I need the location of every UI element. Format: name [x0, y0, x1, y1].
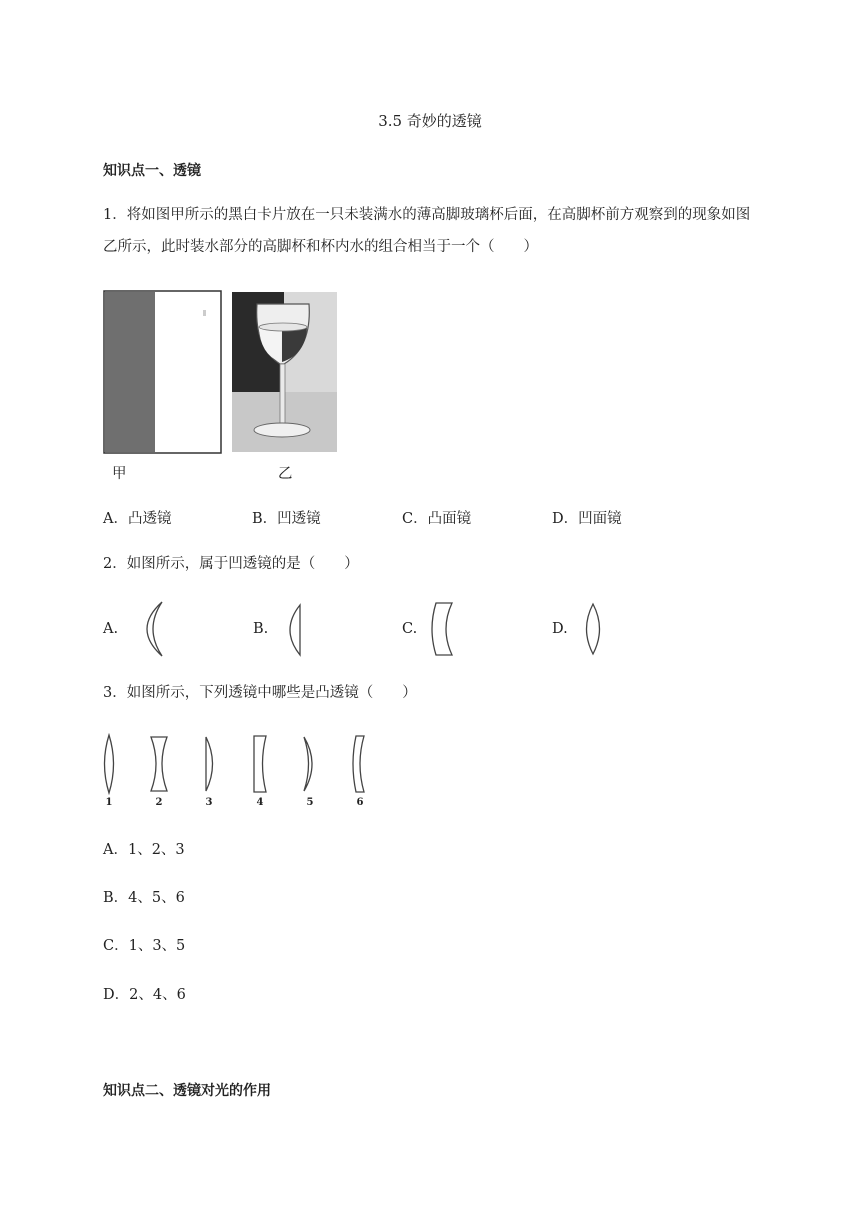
lens-2-icon [151, 737, 167, 791]
lens-4-icon [254, 736, 266, 792]
lens-5-icon [304, 737, 312, 791]
lens-number-4: 4 [256, 797, 264, 808]
lens-number-1: 1 [105, 797, 113, 808]
lens-1-icon [105, 735, 114, 793]
q3-option-c[interactable]: C．1、3、5 [103, 938, 186, 954]
q1-option-c[interactable]: C．凸面镜 [402, 511, 472, 527]
figure-glass-yi [232, 292, 337, 452]
q2-lens-b-icon [278, 603, 308, 657]
lens-number-6: 6 [356, 797, 364, 808]
q3-option-b[interactable]: B．4、5、6 [103, 890, 185, 906]
q1-option-b[interactable]: B．凹透镜 [252, 511, 321, 527]
section-heading-2: 知识点二、透镜对光的作用 [103, 1083, 271, 1099]
q3-lens-row [100, 733, 380, 795]
q2-lens-c-icon [428, 600, 458, 658]
q2-option-a[interactable]: A. [103, 621, 119, 637]
lens-3-icon [206, 737, 213, 791]
figure-label-jia: 甲 [112, 466, 127, 482]
q1-option-d[interactable]: D．凹面镜 [552, 511, 622, 527]
lens-6-icon [353, 736, 364, 792]
q2-lens-d-icon [578, 602, 608, 656]
q3-option-d[interactable]: D．2、4、6 [103, 987, 186, 1003]
q2-lens-a-icon [130, 600, 170, 658]
question-2-text: 2．如图所示，属于凹透镜的是（ ） [103, 556, 359, 572]
figure-label-yi: 乙 [278, 466, 293, 482]
figure-card-jia [103, 290, 223, 455]
q2-option-c[interactable]: C. [402, 621, 418, 637]
question-3-text: 3．如图所示，下列透镜中哪些是凸透镜（ ） [103, 685, 417, 701]
section-heading-1: 知识点一、透镜 [103, 163, 201, 179]
question-1-text: 1．将如图甲所示的黑白卡片放在一只未装满水的薄高脚玻璃杯后面，在高脚杯前方观察到的现象如图乙所示，此时装水部分的高脚杯和杯内水的组合相当于一个（ ） [103, 207, 751, 255]
q3-option-a[interactable]: A．1、2、3 [103, 842, 185, 858]
page-title: 3.5 奇妙的透镜 [378, 112, 482, 130]
lens-number-5: 5 [306, 797, 314, 808]
lens-number-2: 2 [155, 797, 163, 808]
q2-option-b[interactable]: B. [253, 621, 269, 637]
q2-option-d[interactable]: D. [552, 621, 568, 637]
q1-option-a[interactable]: A．凸透镜 [103, 511, 172, 527]
lens-number-3: 3 [205, 797, 213, 808]
